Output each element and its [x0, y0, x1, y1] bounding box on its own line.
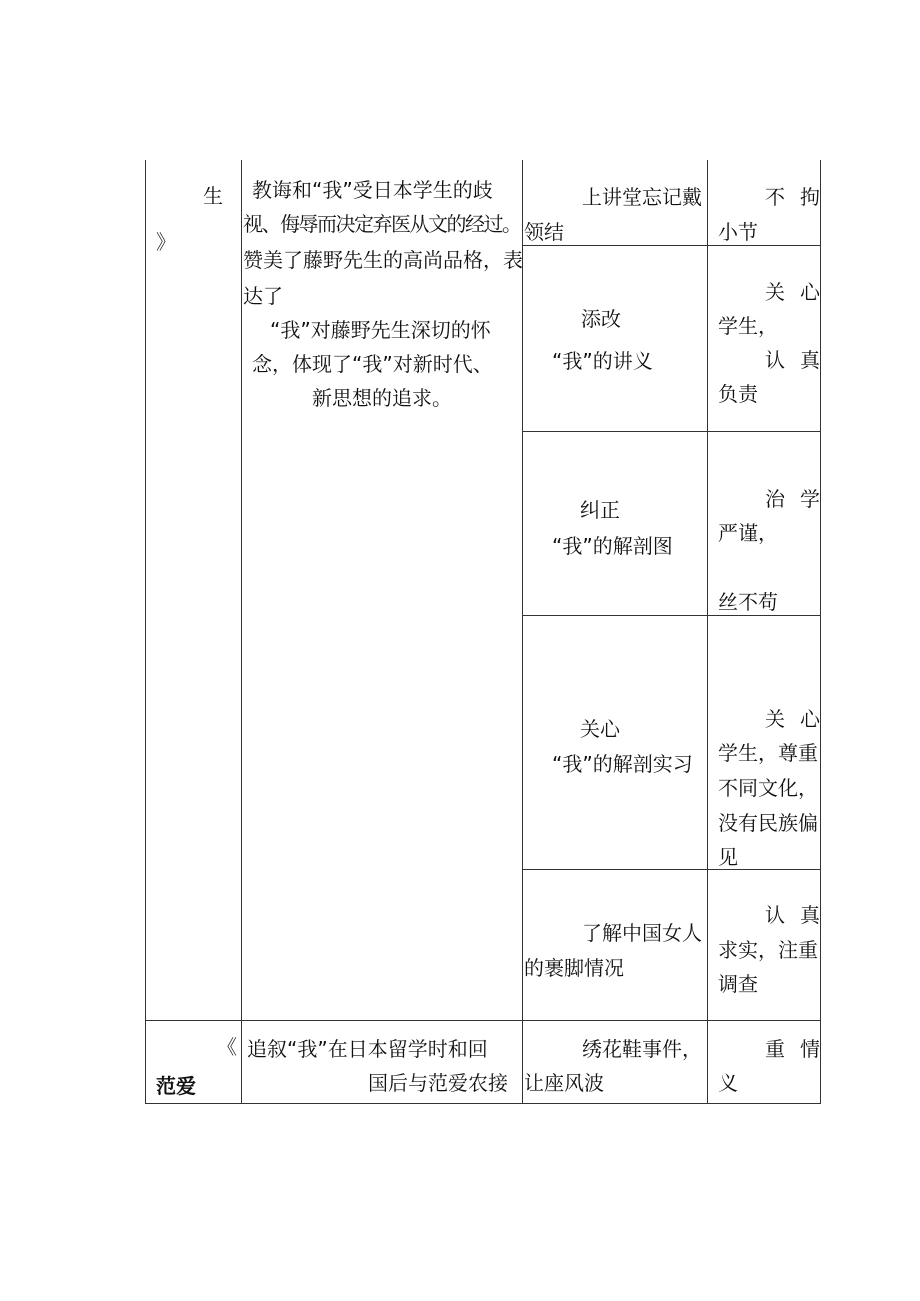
quality-5-line-2: 求实，注重: [718, 938, 818, 962]
table-left-border: [145, 160, 146, 1104]
event-2-line-2: “我”的讲义: [552, 349, 653, 373]
row1-title-char: 生: [203, 184, 223, 208]
event-1-line-1: 上讲堂忘记戴: [582, 185, 702, 209]
summary-line-3: 赞美了藤野先生的高尚品格，表: [243, 248, 523, 272]
row-divider-c: [522, 615, 821, 616]
event-4-line-2: “我”的解剖实习: [552, 752, 693, 776]
row2-summary-line-1: 追叙“我”在日本留学时和回: [247, 1037, 488, 1061]
table-right-border: [820, 160, 821, 1104]
row-divider-b: [522, 431, 821, 432]
quality-3-line-3: 丝不苟: [718, 590, 778, 614]
quality-2-char-1: 关: [765, 280, 785, 304]
row2-summary-line-2: 国后与范爱农接: [368, 1071, 508, 1095]
quality-4-line-2: 学生，尊重: [718, 741, 818, 765]
quality-1-char-1: 不: [765, 185, 785, 209]
quality-5-line-3: 调查: [718, 972, 758, 996]
row2-event-line-2: 让座风波: [524, 1071, 604, 1095]
row2-title-bracket: 《: [217, 1035, 237, 1059]
quality-4-char-1: 关: [765, 707, 785, 731]
event-4-line-1: 关心: [580, 717, 620, 741]
summary-line-5: “我”对藤野先生深切的怀: [270, 318, 491, 342]
row2-title: 范爱: [156, 1074, 196, 1098]
quality-1-line-2: 小节: [718, 220, 758, 244]
row-divider-main: [145, 1020, 821, 1021]
quality-5-char-1: 认: [765, 903, 785, 927]
row2-quality-line-2: 义: [718, 1071, 738, 1095]
summary-line-6: 念，体现了“我”对新时代、: [252, 352, 493, 376]
quality-2-char-2: 心: [800, 280, 820, 304]
summary-line-4: 达了: [243, 284, 283, 308]
row-divider-a: [522, 245, 821, 246]
quality-3-char-1: 治: [765, 487, 785, 511]
row2-quality-char-1: 重: [765, 1037, 785, 1061]
row2-event-line-1: 绣花鞋事件，: [582, 1037, 702, 1061]
row1-title-bracket: 》: [156, 230, 176, 254]
table-bottom-border: [145, 1103, 821, 1104]
quality-2-line-4: 负责: [718, 382, 758, 406]
summary-line-7: 新思想的追求。: [312, 386, 452, 410]
row-divider-d: [522, 869, 821, 870]
quality-2-line-2: 学生，: [718, 314, 778, 338]
quality-1-char-2: 拘: [800, 185, 820, 209]
quality-3-char-2: 学: [800, 487, 820, 511]
row2-quality-char-2: 情: [800, 1037, 820, 1061]
quality-5-char-2: 真: [800, 903, 820, 927]
quality-4-line-5: 见: [718, 845, 738, 869]
quality-4-line-3: 不同文化，: [718, 776, 818, 800]
col-divider-3: [707, 160, 708, 1104]
event-3-line-1: 纠正: [580, 498, 620, 522]
event-3-line-2: “我”的解剖图: [552, 534, 673, 558]
event-5-line-2: 的裹脚情况: [524, 956, 624, 980]
quality-2-char-4: 真: [800, 348, 820, 372]
quality-4-line-4: 没有民族偏: [718, 811, 818, 835]
col-divider-2: [522, 160, 523, 1104]
event-2-line-1: 添改: [581, 307, 621, 331]
event-1-line-2: 领结: [524, 220, 564, 244]
summary-line-1: 教诲和“我”受日本学生的歧: [252, 178, 493, 202]
summary-line-2: 视、侮辱而决定弃医从文的经过。: [243, 212, 521, 236]
event-5-line-1: 了解中国女人: [582, 921, 702, 945]
col-divider-1: [241, 160, 242, 1104]
quality-4-char-2: 心: [800, 707, 820, 731]
quality-3-line-2: 严谨，: [718, 521, 778, 545]
quality-2-char-3: 认: [765, 348, 785, 372]
